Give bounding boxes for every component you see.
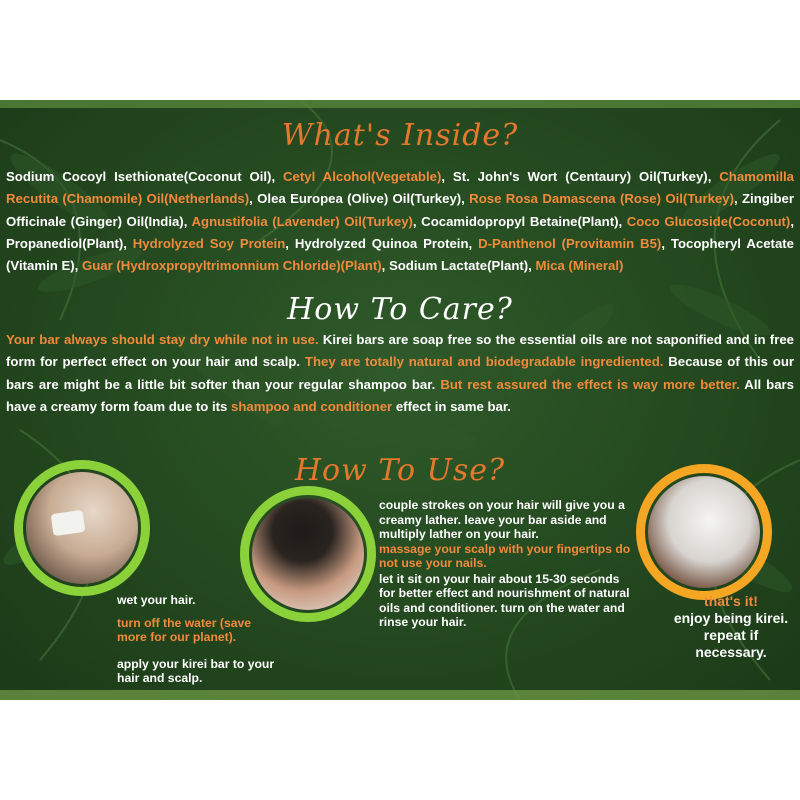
ingredients-list	[6, 166, 794, 277]
ingredient-segment: Cetyl Alcohol(Vegetable)	[283, 169, 442, 184]
care-segment: All bars have a creamy form foam due to its	[6, 376, 794, 415]
care-segment: Kirei bars are soap free so the essential oils are not saponified and in free form for perfect effect on your hair and scalp.	[6, 332, 794, 370]
care-segment: But rest assured the effect is way more better.	[440, 376, 740, 392]
care-segment: Because of this our bars are might be a little bit softer than your regular shampoo bar.	[6, 354, 795, 392]
ingredient-segment: , Zingiber Officinale (Ginger) Oil(India),	[6, 191, 794, 229]
step2-photo	[252, 498, 364, 610]
step1-text	[117, 593, 277, 686]
ingredient-segment: Guar (Hydroxpropyltrimonnium Chloride)(Plant)	[81, 258, 382, 274]
care-segment: They are totally natural and biodegradable ingrediented.	[304, 354, 664, 370]
care-segment: shampoo and conditioner	[231, 399, 393, 415]
step1-wet: wet your hair.	[117, 593, 196, 607]
ingredient-segment: Rose Rosa Damascena (Rose) Oil(Turkey)	[469, 191, 734, 207]
care-instructions	[6, 329, 794, 419]
product-info-panel	[0, 100, 800, 700]
ingredient-segment: , Sodium Lactate(Plant),	[381, 258, 536, 274]
step2-rinse: let it sit on your hair about 15-30 seconds for better effect and nourishment of natural oils and conditioner. turn on the water and rinse your hair.	[379, 571, 630, 629]
step3-photo	[648, 476, 760, 588]
step2-massage: massage your scalp with your fingertips do not use your nails.	[379, 541, 631, 570]
step1-apply: apply your kirei bar to your hair and scalp.	[117, 656, 275, 685]
ingredient-segment: , Olea Europea (Olive) Oil(Turkey),	[249, 191, 470, 207]
heading-how-to-use: How To Use?	[294, 453, 506, 488]
step1-water: turn off the water (save more for our planet).	[117, 615, 252, 644]
ingredient-segment: , St. John's Wort (Centaury) Oil(Turkey),	[441, 169, 720, 184]
heading-how-to-care: How To Care?	[287, 292, 513, 327]
step3-done: that's it!	[704, 593, 758, 609]
ingredient-segment: Mica (Mineral)	[535, 258, 624, 274]
heading-whats-inside: What's Inside?	[281, 118, 519, 153]
ingredient-segment: Agnustifolia (Lavender) Oil(Turkey)	[191, 213, 413, 229]
ingredient-segment: Coco Glucoside(Coconut)	[626, 213, 791, 229]
ingredient-segment: Chamomilla Recutita (Chamomile) Oil(Netherlands)	[6, 169, 794, 207]
ingredient-segment: , Propanediol(Plant),	[6, 213, 794, 251]
ingredient-segment: D-Panthenol (Provitamin B5)	[478, 235, 662, 251]
step2-lather: couple strokes on your hair will give you a creamy lather. leave your bar aside and multiply lather on your hair.	[379, 498, 625, 541]
care-segment: Your bar always should stay dry while not in use.	[6, 332, 319, 347]
step3-text	[671, 593, 791, 661]
step1-photo	[26, 472, 138, 584]
soap-bar-image	[51, 510, 86, 536]
ingredient-segment: , Cocamidopropyl Betaine(Plant),	[412, 213, 627, 229]
ingredient-segment: Hydrolyzed Soy Protein	[132, 235, 286, 251]
care-segment: effect in same bar.	[392, 399, 511, 415]
step2-text	[379, 498, 635, 630]
ingredient-segment: Sodium Cocoyl Isethionate(Coconut Oil),	[6, 169, 284, 184]
step3-enjoy: enjoy being kirei. repeat if necessary.	[673, 610, 789, 660]
ingredient-segment: , Tocopheryl Acetate (Vitamin E),	[6, 235, 795, 274]
ingredient-segment: , Hydrolyzed Quinoa Protein,	[285, 235, 479, 251]
